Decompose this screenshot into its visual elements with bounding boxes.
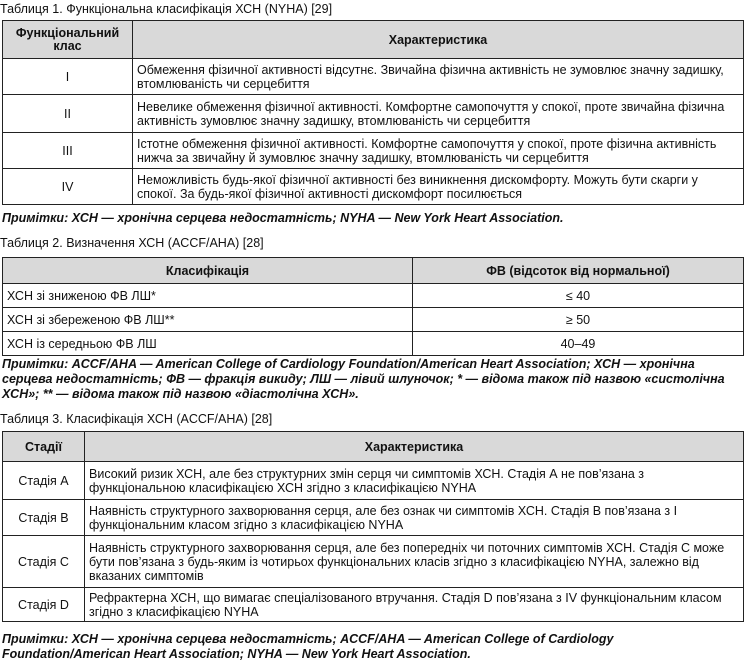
stage-cell: Стадія D [3,588,85,622]
table2-caption: Таблиця 2. Визначення ХСН (ACCF/AHA) [28] [0,236,264,250]
characteristic-cell: Обмеження фізичної активності відсутнє. Звичайна фізична активність не зумовлює значну задишку, втомлюваність чи серцебиття [133,59,744,95]
table1-header-class: Функціональний клас [3,21,133,59]
table-row [3,462,744,500]
characteristic-cell: Високий ризик ХСН, але без структурних змін серця чи симптомів ХСН. Стадія А не пов’язана з функціональною класифікацією ХСН згідно з класифікацією NYHA [85,462,744,500]
characteristic-cell: Наявність структурного захворювання серця, але без ознак чи симптомів ХСН. Стадія В пов’язана з І функціональним класом згідно з класифікацією NYHA [85,500,744,536]
class-cell: I [3,59,133,95]
characteristic-cell: Невелике обмеження фізичної активності. Комфортне самопочуття у спокої, проте звичайна фізична активність зумовлює значну задишку, втомлюваність чи серцебиття [133,95,744,133]
table1-container [0,20,744,205]
table2-header-classification: Класифікація [3,258,413,284]
table1-caption: Таблиця 1. Функціональна класифікація ХСН (NYHA) [29] [0,2,333,16]
table3-container [0,431,744,622]
characteristic-cell: Неможливість будь-якої фізичної активності без виникнення дискомфорту. Можуть бути скарги у спокої. За будь-якої фізичної активності дискомфорт посилюється [133,169,744,205]
stage-cell: Стадія В [3,500,85,536]
table-row [3,59,744,95]
table-row [3,588,744,622]
table2-header-ef: ФВ (відсоток від нормальної) [413,258,744,284]
table3-note: Примітки: ХСН — хронічна серцева недостатність; ACCF/AHA — American College of Cardiology Foundation/American Heart Association; NYHA — New York Heart Association. [2,632,614,661]
characteristic-cell: Наявність структурного захворювання серця, але без попередніх чи поточних симптомів ХСН. Стадія С може бути пов’язана з будь-яким із чотирьох функціональних класів згідно з класифікацією NYHA, залежно від вказаних симптомів [85,536,744,588]
stage-cell: Стадія С [3,536,85,588]
characteristic-cell: Рефрактерна ХСН, що вимагає спеціалізованого втручання. Стадія D пов’язана з IV функціональним класом згідно з класифікацією NYHA [85,588,744,622]
table3-header-stage: Стадії [3,432,85,462]
classification-cell: ХСН зі зниженою ФВ ЛШ* [3,284,413,308]
table2 [2,257,744,356]
classification-cell: ХСН зі збереженою ФВ ЛШ** [3,308,413,332]
table3-caption: Таблиця 3. Класифікація ХСН (ACCF/AHA) [28] [0,412,273,426]
table-row [3,536,744,588]
class-cell: III [3,133,133,169]
table3 [2,431,744,622]
class-cell: II [3,95,133,133]
ef-cell: 40–49 [413,332,744,356]
table-row [3,332,744,356]
classification-cell: ХСН із середньою ФВ ЛШ [3,332,413,356]
table1-note: Примітки: ХСН — хронічна серцева недостатність; NYHA — New York Heart Association. [2,211,564,225]
table1-header-characteristic: Характеристика [133,21,744,59]
table-row [3,169,744,205]
table-row [3,133,744,169]
stage-cell: Стадія А [3,462,85,500]
table1 [2,20,744,205]
table2-note: Примітки: ACCF/AHA — American College of Cardiology Foundation/American Heart Association; ХСН — хронічна серцева недостатність; ФВ — фракція викиду; ЛШ — лівий шлуночок; * — відома також під назвою «систолічна ХСН»; ** — відома також під назвою «діастолічна ХСН». [2,357,725,401]
ef-cell: ≤ 40 [413,284,744,308]
table2-container [0,257,744,356]
table-row [3,500,744,536]
table3-header-characteristic: Характеристика [85,432,744,462]
table-row [3,308,744,332]
class-cell: IV [3,169,133,205]
table-row [3,95,744,133]
characteristic-cell: Істотне обмеження фізичної активності. Комфортне самопочуття у спокої, проте фізична активність нижча за звичайну й зумовлює значну задишку, втомлюваність чи серцебиття [133,133,744,169]
ef-cell: ≥ 50 [413,308,744,332]
table-row [3,284,744,308]
